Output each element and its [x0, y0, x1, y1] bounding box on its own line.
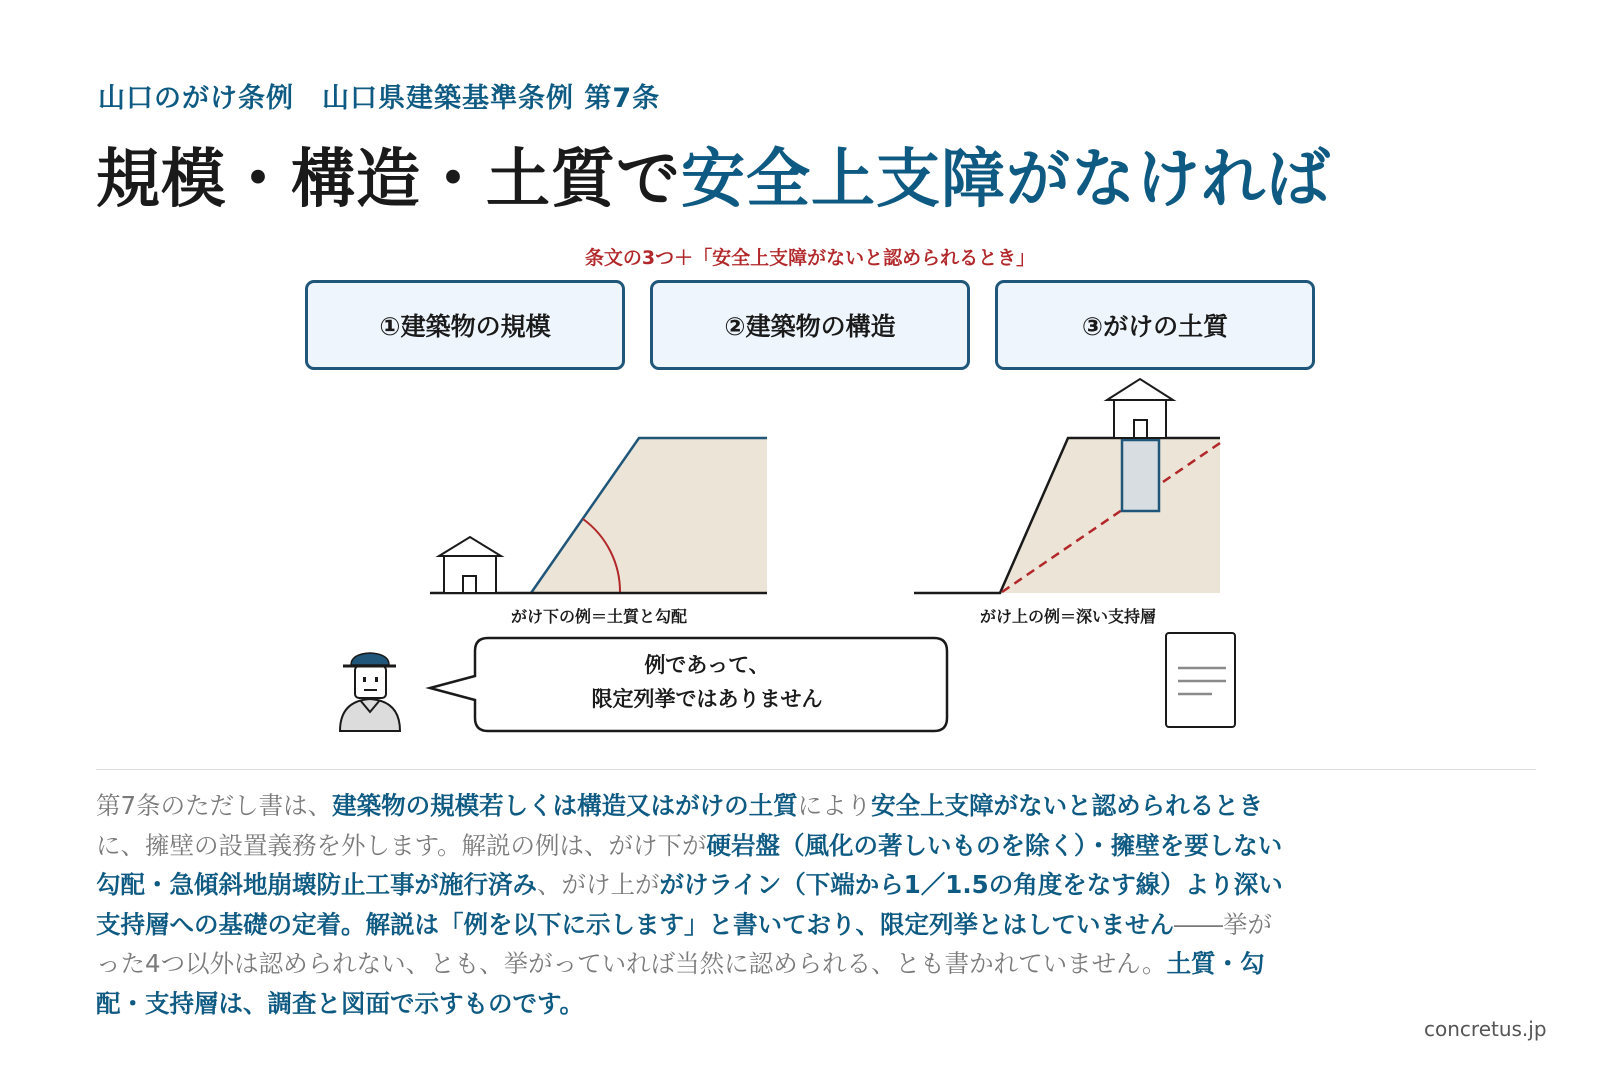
body-segment: 第7条のただし書は、 [96, 791, 333, 820]
right-caption: がけ上の例＝深い支持層 [980, 607, 1157, 626]
section-divider [96, 769, 1536, 770]
left-cliff-example [430, 438, 767, 593]
title-accent: 安全上支障がなければ [681, 143, 1331, 217]
title-dark: 規模・構造・土質で [96, 143, 681, 217]
deep-foundation-pile [1122, 440, 1159, 511]
body-emphasis: 建築物の規模若しくは構造又はがけの土質 [332, 791, 798, 820]
body-segment: に、擁壁の設置義務を外します。解説の例は、がけ下が [96, 830, 707, 860]
speech-bubble-text [472, 648, 942, 716]
factor-label-scale: ①建築物の規模 [379, 312, 551, 341]
site-credit: concretus.jp [1424, 1017, 1547, 1041]
body-emphasis: 土質・勾配・支持層は、調査と図面で示すものです。 [96, 949, 1265, 1018]
body-segment: ――挙がった4つ以外は認められない、とも、挙がっていれば当然に認められる、とも書かれていません。 [96, 909, 1272, 978]
body-emphasis: 安全上支障がないと認められるとき [871, 791, 1264, 820]
inspector-icon [340, 653, 400, 731]
factor-label-soil: ③がけの土質 [1081, 312, 1229, 341]
body-emphasis: 硬岩盤（風化の著しいものを除く）・擁壁を要しない勾配・急傾斜地崩壊防止工事が施行済み [96, 830, 1283, 899]
document-icon [1166, 633, 1235, 727]
body-segment: により [797, 791, 872, 820]
house-icon [1107, 379, 1173, 438]
speech-line-1: 例であって、 [644, 653, 770, 677]
right-cliff-example [914, 379, 1220, 593]
body-segment: 、がけ上が [537, 870, 660, 899]
house-icon [439, 537, 501, 593]
condition-note: 条文の3つ＋「安全上支障がないと認められるとき」 [584, 247, 1036, 269]
factor-label-structure: ②建築物の構造 [724, 312, 896, 341]
body-emphasis: がけライン（下端から1／1.5の角度をなす線）より深い支持層への基礎の定着。解説は「例を以下に示します」と書いており、限定列挙とはしていません [96, 870, 1283, 939]
speech-line-2: 限定列挙ではありません [591, 687, 823, 711]
left-soil-slope [531, 438, 767, 593]
body-paragraph [96, 786, 1286, 1023]
page-subtitle: 山口のがけ条例 山口県建築基準条例 第7条 [98, 83, 661, 114]
left-caption: がけ下の例＝土質と勾配 [511, 607, 688, 626]
